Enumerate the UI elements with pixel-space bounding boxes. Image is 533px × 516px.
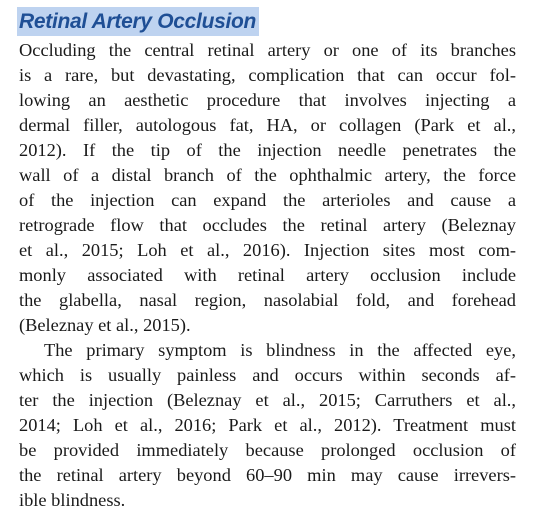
text-line: Occluding the central retinal artery or one of its branches	[19, 40, 516, 60]
section-heading-wrap	[17, 7, 259, 36]
text-line: is a rare, but devastating, complication that can occur fol-	[19, 65, 516, 85]
text-line: monly associated with retinal artery occlusion include	[19, 265, 516, 285]
text-line: (Beleznay et al., 2015).	[19, 315, 191, 335]
text-line: the glabella, nasal region, nasolabial fold, and forehead	[19, 290, 516, 310]
text-line: wall of a distal branch of the ophthalmic artery, the force	[19, 165, 516, 185]
text-line: The primary symptom is blindness in the affected eye,	[44, 340, 516, 360]
text-line: the retinal artery beyond 60–90 min may cause irrevers-	[19, 465, 516, 485]
text-line: lowing an aesthetic procedure that involves injecting a	[19, 90, 516, 110]
text-line: et al., 2015; Loh et al., 2016). Injection sites most com-	[19, 240, 516, 260]
text-line: of the injection can expand the arterioles and cause a	[19, 190, 516, 210]
text-line: 2012). If the tip of the injection needle penetrates the	[19, 140, 516, 160]
text-line: 2014; Loh et al., 2016; Park et al., 2012). Treatment must	[19, 415, 516, 435]
paragraph-1	[19, 38, 516, 338]
paragraph-2	[19, 338, 516, 513]
text-line: ible blindness.	[19, 490, 126, 510]
text-line: ter the injection (Beleznay et al., 2015; Carruthers et al.,	[19, 390, 516, 410]
body-text	[19, 38, 516, 513]
text-line: retrograde flow that occludes the retinal artery (Beleznay	[19, 215, 516, 235]
text-line: dermal filler, autologous fat, HA, or collagen (Park et al.,	[19, 115, 516, 135]
text-line: which is usually painless and occurs within seconds af-	[19, 365, 516, 385]
text-line: be provided immediately because prolonged occlusion of	[19, 440, 516, 460]
section-heading: Retinal Artery Occlusion	[17, 7, 259, 36]
